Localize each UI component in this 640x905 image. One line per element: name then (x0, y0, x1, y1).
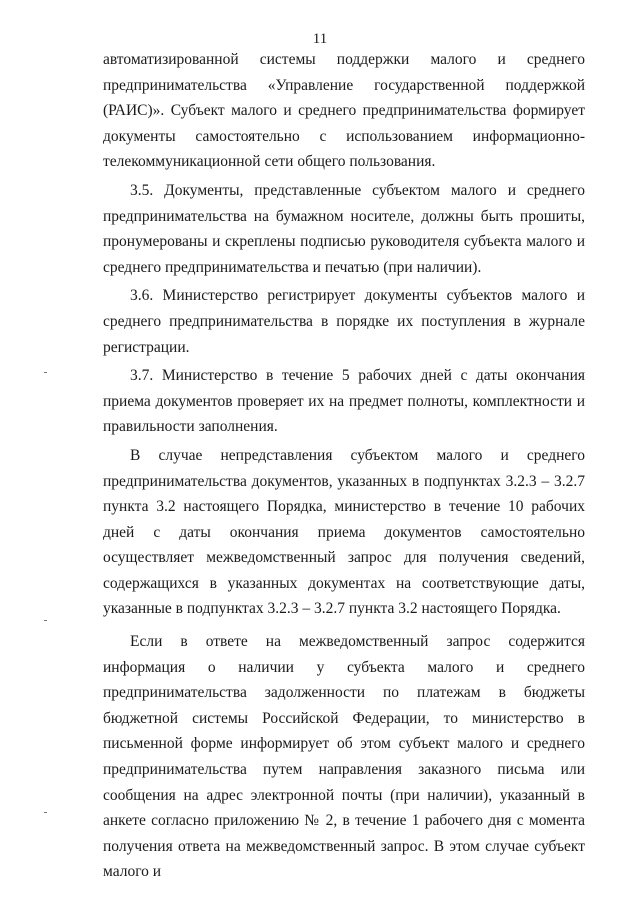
margin-mark (44, 620, 47, 621)
paragraph-non-submission: В случае непредставления субъектом малого и среднего предпринимательства документов, указанных в подпунктах 3.2.3 – 3.2.7 пункта 3.2 настоящего Порядка, министерство в течение 10 рабочих дней с даты окончания приема документов самостоятельно осуществляет межведомственный запрос для получения сведений, содержащихся в указанных документах на соответствующие даты, указанные в подпунктах 3.2.3 – 3.2.7 пункта 3.2 настоящего Порядка. (103, 446, 585, 618)
margin-mark (44, 372, 47, 373)
paragraph-continuation: автоматизированной системы поддержки малого и среднего предпринимательства «Управление государственной поддержкой (РАИС)». Субъект малого и среднего предпринимательства формирует документы самостоятельно с использованием информационно-телекоммуникационной сети общего пользования. (103, 51, 585, 171)
paragraph-3-6: 3.6. Министерство регистрирует документы субъектов малого и среднего предпринимательства в порядке их поступления в журнале регистрации. (103, 287, 585, 356)
document-body (103, 47, 585, 888)
paragraph-3-7: 3.7. Министерство в течение 5 рабочих дней с даты окончания приема документов проверяет их на предмет полноты, комплектности и правильности заполнения. (103, 367, 585, 436)
paragraph-debt-information: Если в ответе на межведомственный запрос содержится информация о наличии у субъекта малого и среднего предпринимательства задолженности по платежам в бюджеты бюджетной системы Российской Федерации, то министерство в письменной форме информирует об этом субъект малого и среднего предпринимательства путем направления заказного письма или сообщения на адрес электронной почты (при наличии), указанный в анкете согласно приложению № 2, в течение 1 рабочего дня с момента получения ответа на межведомственный запрос. В этом случае субъект малого и (103, 633, 585, 881)
page-number: 11 (312, 31, 328, 47)
paragraph-3-5: 3.5. Документы, представленные субъектом малого и среднего предпринимательства на бумажном носителе, должны быть прошиты, пронумерованы и скреплены подписью руководителя субъекта малого и среднего предпринимательства и печатью (при наличии). (103, 181, 585, 276)
margin-mark (44, 812, 47, 813)
